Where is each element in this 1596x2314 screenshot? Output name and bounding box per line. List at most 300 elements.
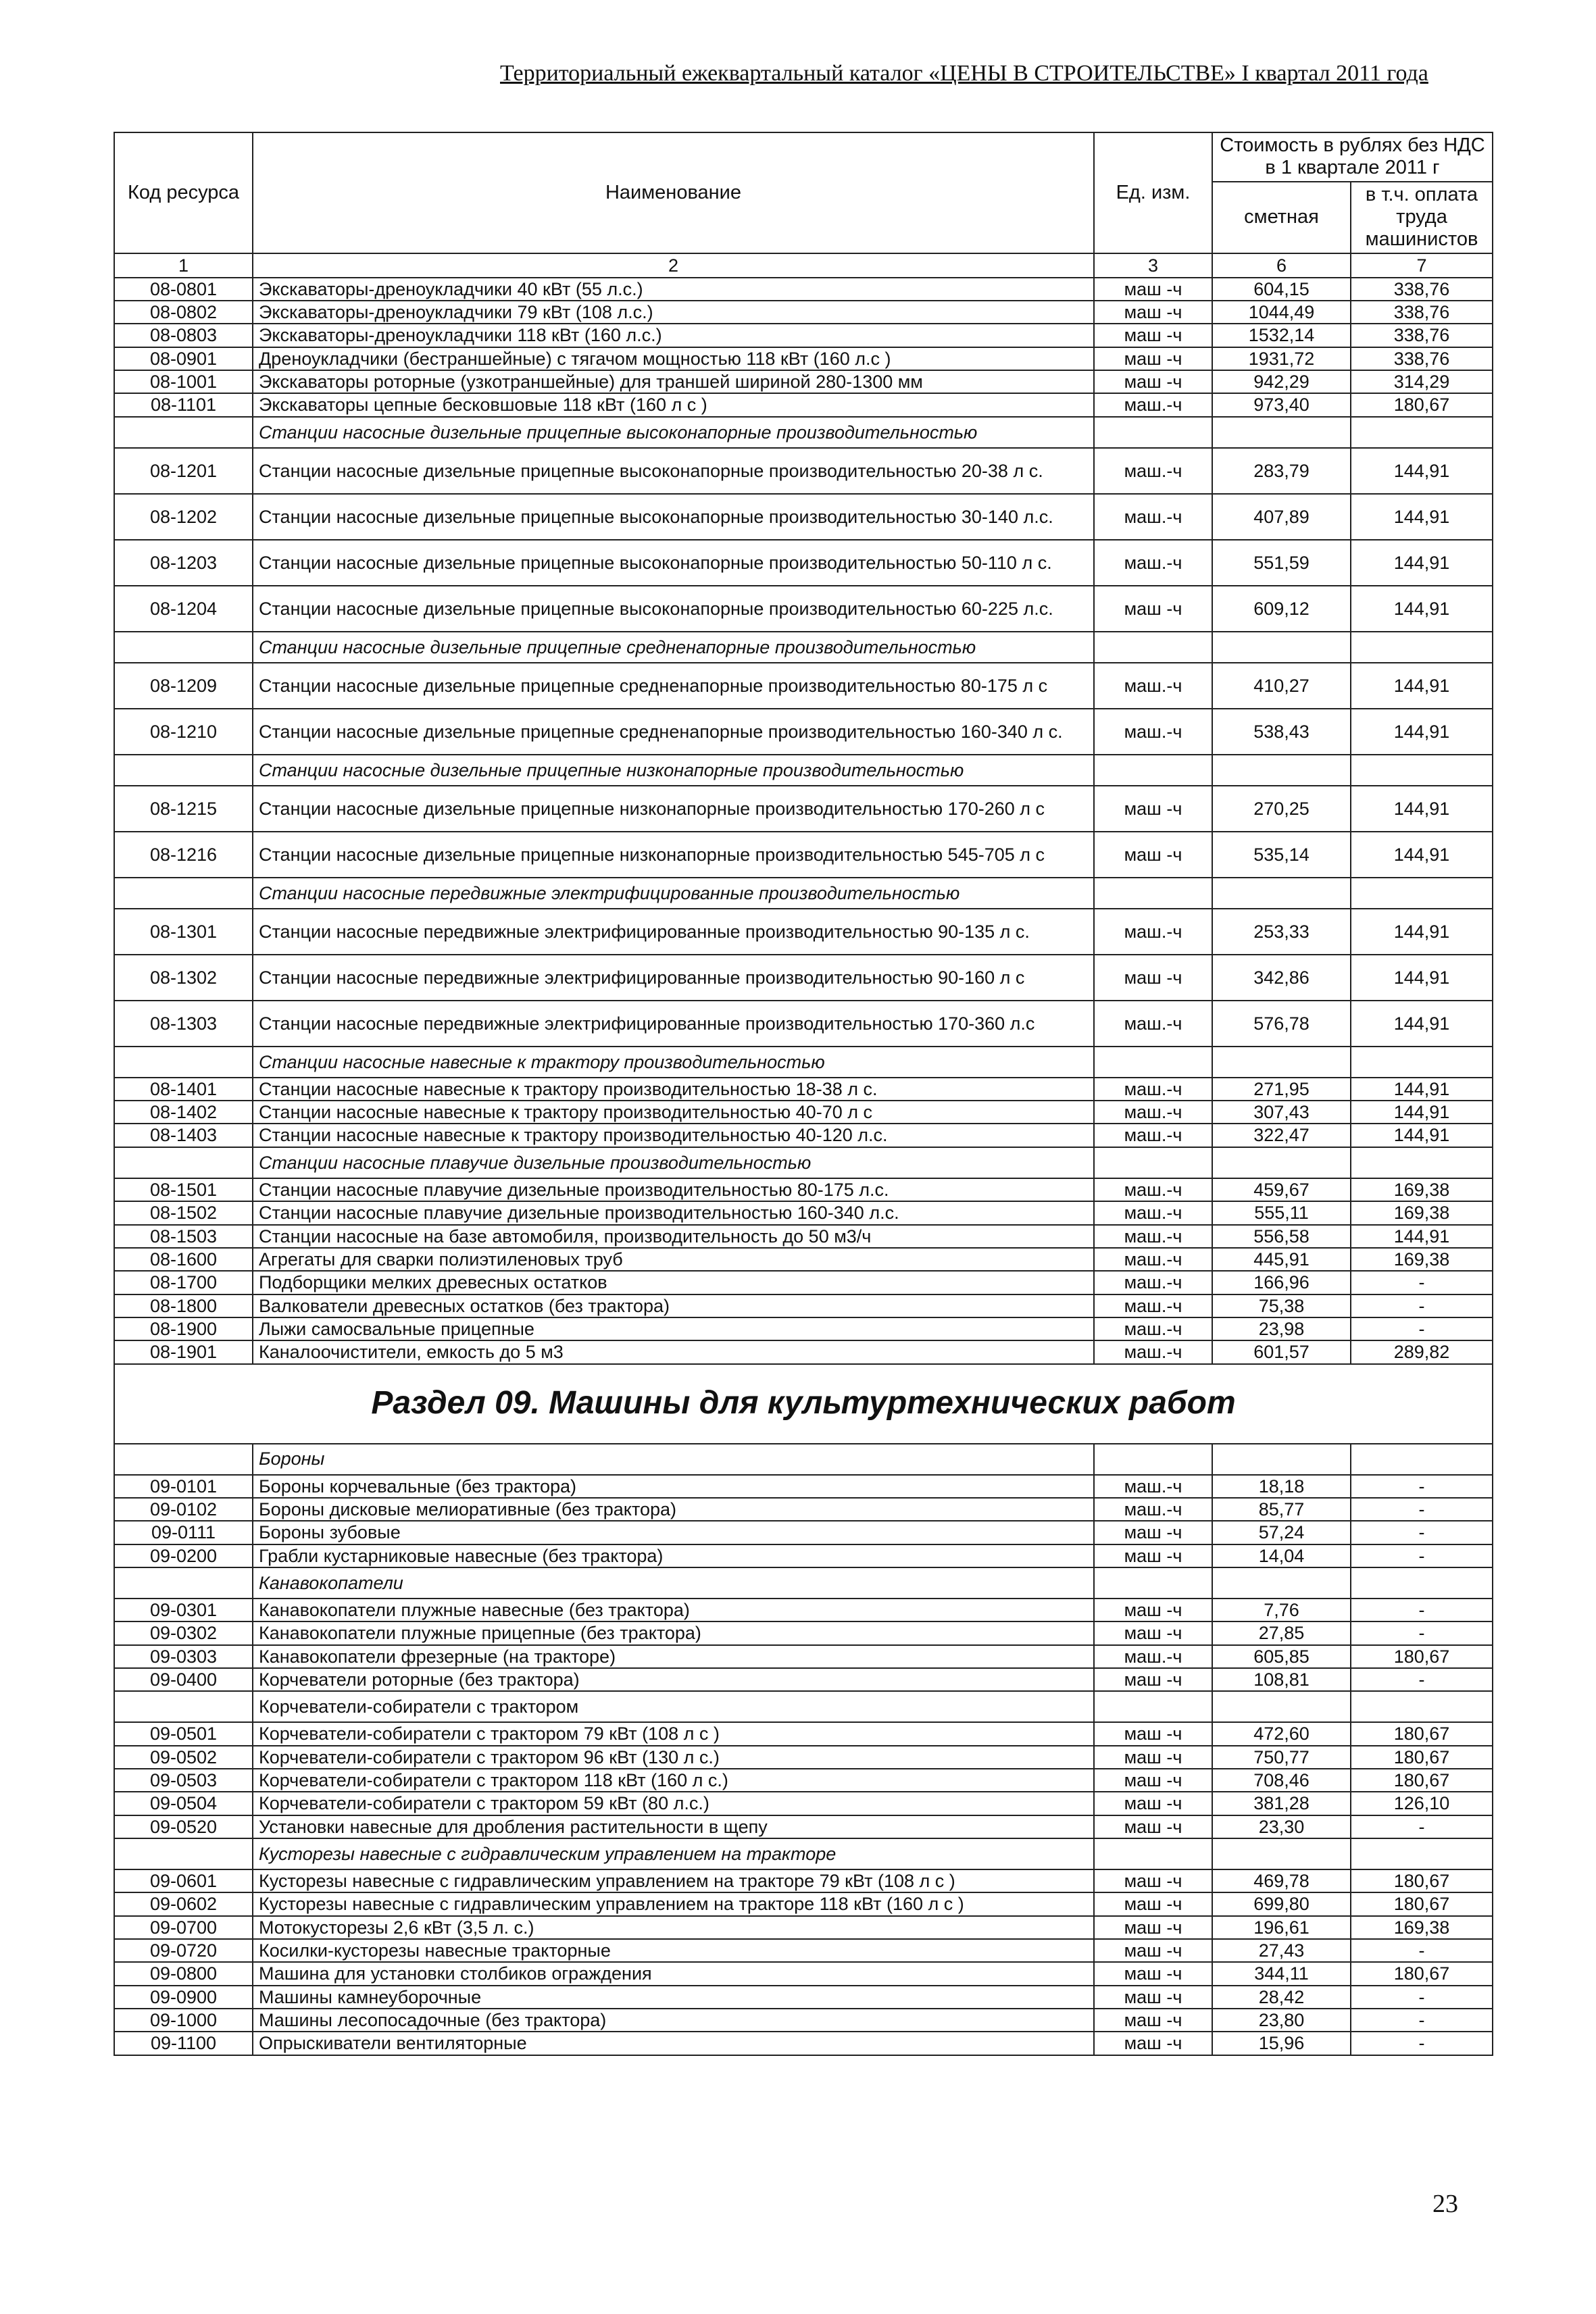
empty-cell [1212,1444,1351,1475]
cell-name: Канавокопатели фрезерные (на тракторе) [253,1645,1094,1668]
cell-code: 09-0800 [114,1962,253,1985]
cell-labor: 144,91 [1351,1225,1493,1248]
empty-cell [1351,1147,1493,1178]
cell-cost: 459,67 [1212,1178,1351,1201]
table-row [114,1621,1493,1644]
cell-name: Экскаваторы роторные (узкотраншейные) для траншей шириной 280-1300 мм [253,370,1094,393]
empty-cell [1094,1444,1212,1475]
cell-cost: 28,42 [1212,1986,1351,2009]
table-row [114,1294,1493,1317]
cell-name: Станции насосные дизельные прицепные высоконапорные производительностью 20-38 л с. [253,448,1094,494]
cell-labor: - [1351,1544,1493,1567]
cell-unit: маш -ч [1094,1962,1212,1985]
cell-unit: маш -ч [1094,278,1212,301]
col-header-cost-group: Стоимость в рублях без НДС в 1 квартале 2011 г [1212,132,1493,182]
cell-cost: 609,12 [1212,586,1351,632]
cell-cost: 551,59 [1212,540,1351,586]
cell-cost: 270,25 [1212,786,1351,832]
table-row [114,1124,1493,1147]
cell-labor: 144,91 [1351,540,1493,586]
cell-code: 09-0501 [114,1722,253,1745]
cell-unit: маш -ч [1094,1521,1212,1544]
cell-cost: 708,46 [1212,1769,1351,1792]
cell-unit: маш -ч [1094,370,1212,393]
cell-cost: 322,47 [1212,1124,1351,1147]
table-row [114,393,1493,416]
subheading-row [114,632,1493,663]
subheading-text: Станции насосные дизельные прицепные средненапорные производительностью [253,632,1094,663]
empty-cell [1094,417,1212,448]
cell-unit: маш -ч [1094,1869,1212,1892]
cell-unit: маш.-ч [1094,663,1212,709]
cell-name: Корчеватели роторные (без трактора) [253,1668,1094,1691]
empty-cell [114,1567,253,1599]
cell-code: 08-1503 [114,1225,253,1248]
cell-name: Лыжи самосвальные прицепные [253,1317,1094,1340]
subheading-row [114,755,1493,786]
cell-code: 09-0111 [114,1521,253,1544]
cell-unit: маш -ч [1094,324,1212,347]
empty-cell [1212,878,1351,909]
cell-name: Канавокопатели плужные прицепные (без трактора) [253,1621,1094,1644]
cell-unit: маш.-ч [1094,393,1212,416]
cell-labor: 180,67 [1351,1746,1493,1769]
cell-code: 08-1303 [114,1001,253,1047]
cell-unit: маш.-ч [1094,1178,1212,1201]
table-row [114,301,1493,324]
cell-labor: - [1351,1317,1493,1340]
cell-code: 09-0900 [114,1986,253,2009]
cell-labor: - [1351,1599,1493,1621]
cell-code: 09-0302 [114,1621,253,1644]
col-header-name: Наименование [253,132,1094,253]
cell-unit: маш -ч [1094,301,1212,324]
cell-labor: 338,76 [1351,301,1493,324]
cell-labor: 169,38 [1351,1248,1493,1271]
empty-cell [1351,632,1493,663]
empty-cell [1351,417,1493,448]
table-row [114,1962,1493,1985]
cell-unit: маш -ч [1094,1815,1212,1838]
cell-unit: маш.-ч [1094,448,1212,494]
cell-labor: 180,67 [1351,1962,1493,1985]
empty-cell [1094,1838,1212,1869]
cell-labor: 180,67 [1351,1769,1493,1792]
empty-cell [1094,878,1212,909]
empty-cell [1094,632,1212,663]
empty-cell [1351,1567,1493,1599]
cell-labor: 180,67 [1351,1645,1493,1668]
cell-name: Валкователи древесных остатков (без трактора) [253,1294,1094,1317]
cell-name: Установки навесные для дробления растительности в щепу [253,1815,1094,1838]
cell-unit: маш -ч [1094,1916,1212,1939]
cell-name: Опрыскиватели вентиляторные [253,2032,1094,2055]
cell-unit: маш.-ч [1094,1645,1212,1668]
cell-code: 08-1301 [114,909,253,955]
empty-cell [1094,1691,1212,1722]
cell-unit: маш.-ч [1094,1124,1212,1147]
cell-code: 09-0400 [114,1668,253,1691]
table-row [114,1645,1493,1668]
table-row [114,1271,1493,1294]
cell-labor: 180,67 [1351,1869,1493,1892]
table-row [114,1225,1493,1248]
cell-name: Машины камнеуборочные [253,1986,1094,2009]
subheading-text: Станции насосные дизельные прицепные низконапорные производительностью [253,755,1094,786]
cell-name: Кусторезы навесные с гидравлическим управлением на тракторе 79 кВт (108 л с ) [253,1869,1094,1892]
cell-code: 09-1100 [114,2032,253,2055]
col-number-name: 2 [253,253,1094,278]
cell-labor: 169,38 [1351,1178,1493,1201]
cell-labor: 338,76 [1351,347,1493,370]
empty-cell [1212,632,1351,663]
empty-cell [1212,755,1351,786]
cell-name: Кусторезы навесные с гидравлическим управлением на тракторе 118 кВт (160 л с ) [253,1892,1094,1915]
subheading-text: Станции насосные передвижные электрифицированные производительностью [253,878,1094,909]
cell-code: 08-1215 [114,786,253,832]
table-row [114,347,1493,370]
table-row [114,324,1493,347]
cell-code: 08-0801 [114,278,253,301]
cell-labor: - [1351,1939,1493,1962]
cell-code: 09-0503 [114,1769,253,1792]
table-row [114,1668,1493,1691]
cell-unit: маш.-ч [1094,1498,1212,1521]
col-number-code: 1 [114,253,253,278]
empty-cell [1212,1147,1351,1178]
cell-labor: 180,67 [1351,393,1493,416]
cell-unit: маш -ч [1094,1939,1212,1962]
cell-name: Экскаваторы-дреноукладчики 40 кВт (55 л.с.) [253,278,1094,301]
empty-cell [1351,1838,1493,1869]
cell-unit: маш.-ч [1094,1271,1212,1294]
empty-cell [114,755,253,786]
cell-code: 08-1302 [114,955,253,1001]
cell-name: Агрегаты для сварки полиэтиленовых труб [253,1248,1094,1271]
cell-cost: 108,81 [1212,1668,1351,1691]
cell-code: 09-1000 [114,2009,253,2032]
cell-labor: - [1351,1986,1493,2009]
table-row [114,1792,1493,1815]
cell-unit: маш.-ч [1094,1001,1212,1047]
cell-name: Дреноукладчики (бестраншейные) с тягачом мощностью 118 кВт (160 л.с ) [253,347,1094,370]
cell-cost: 535,14 [1212,832,1351,878]
cell-cost: 973,40 [1212,393,1351,416]
empty-cell [1351,1691,1493,1722]
cell-name: Корчеватели-собиратели с трактором 79 кВт (108 л с ) [253,1722,1094,1745]
table-row [114,1892,1493,1915]
table-row [114,1722,1493,1745]
cell-name: Станции насосные плавучие дизельные производительностью 80-175 л.с. [253,1178,1094,1201]
cell-name: Станции насосные навесные к трактору производительностью 40-70 л с [253,1101,1094,1124]
cell-code: 08-1501 [114,1178,253,1201]
cell-cost: 57,24 [1212,1521,1351,1544]
cell-code: 09-0504 [114,1792,253,1815]
cell-unit: маш -ч [1094,1746,1212,1769]
cell-unit: маш -ч [1094,786,1212,832]
cell-name: Станции насосные на базе автомобиля, производительность до 50 м3/ч [253,1225,1094,1248]
cell-cost: 15,96 [1212,2032,1351,2055]
subheading-row [114,1147,1493,1178]
cell-code: 08-1401 [114,1078,253,1101]
table-row [114,1746,1493,1769]
cell-cost: 14,04 [1212,1544,1351,1567]
cell-labor: 144,91 [1351,709,1493,755]
cell-labor: 180,67 [1351,1722,1493,1745]
cell-name: Корчеватели-собиратели с трактором 59 кВт (80 л.с.) [253,1792,1094,1815]
cell-labor: 144,91 [1351,1078,1493,1101]
cell-cost: 407,89 [1212,494,1351,540]
empty-cell [1094,1047,1212,1078]
cell-code: 08-1900 [114,1317,253,1340]
cell-name: Бороны зубовые [253,1521,1094,1544]
cell-code: 08-0802 [114,301,253,324]
empty-cell [1094,1147,1212,1178]
table-body [114,278,1493,2055]
empty-cell [1212,1691,1351,1722]
table-row [114,1340,1493,1363]
cell-labor: - [1351,1475,1493,1498]
subheading-row [114,417,1493,448]
cell-unit: маш -ч [1094,1599,1212,1621]
table-row [114,540,1493,586]
cell-unit: маш -ч [1094,1668,1212,1691]
cell-cost: 1931,72 [1212,347,1351,370]
cell-cost: 23,98 [1212,1317,1351,1340]
empty-cell [1351,755,1493,786]
cell-unit: маш -ч [1094,1986,1212,2009]
cell-code: 09-0200 [114,1544,253,1567]
col-header-cost: сметная [1212,182,1351,253]
table-row [114,786,1493,832]
empty-cell [1351,1444,1493,1475]
table-row [114,1769,1493,1792]
cell-cost: 555,11 [1212,1201,1351,1224]
cell-labor: - [1351,1621,1493,1644]
cell-unit: маш.-ч [1094,909,1212,955]
cell-code: 08-1700 [114,1271,253,1294]
cell-cost: 342,86 [1212,955,1351,1001]
cell-labor: 144,91 [1351,448,1493,494]
empty-cell [114,1147,253,1178]
table-row [114,909,1493,955]
table-row [114,1201,1493,1224]
col-number-labor: 7 [1351,253,1493,278]
subheading-text: Канавокопатели [253,1567,1094,1599]
cell-labor: 169,38 [1351,1201,1493,1224]
cell-code: 09-0602 [114,1892,253,1915]
cell-labor: 338,76 [1351,278,1493,301]
cell-name: Мотокусторезы 2,6 кВт (3,5 л. с.) [253,1916,1094,1939]
cell-code: 09-0720 [114,1939,253,1962]
cell-unit: маш.-ч [1094,1317,1212,1340]
col-number-cost: 6 [1212,253,1351,278]
cell-labor: 144,91 [1351,494,1493,540]
cell-code: 08-1800 [114,1294,253,1317]
cell-name: Бороны дисковые мелиоративные (без трактора) [253,1498,1094,1521]
cell-labor: 144,91 [1351,1124,1493,1147]
subheading-row [114,1838,1493,1869]
cell-unit: маш.-ч [1094,1225,1212,1248]
price-table [114,132,1493,2056]
table-row [114,832,1493,878]
cell-cost: 85,77 [1212,1498,1351,1521]
col-number-unit: 3 [1094,253,1212,278]
table-row [114,955,1493,1001]
empty-cell [1351,878,1493,909]
page-number: 23 [1432,2190,1458,2218]
table-row [114,1986,1493,2009]
cell-labor: - [1351,2009,1493,2032]
empty-cell [1094,1567,1212,1599]
cell-cost: 942,29 [1212,370,1351,393]
subheading-row [114,1047,1493,1078]
cell-labor: 126,10 [1351,1792,1493,1815]
cell-cost: 23,80 [1212,2009,1351,2032]
table-row [114,1939,1493,1962]
table-row [114,2032,1493,2055]
cell-labor: 144,91 [1351,586,1493,632]
table-row [114,278,1493,301]
cell-code: 08-1502 [114,1201,253,1224]
cell-cost: 7,76 [1212,1599,1351,1621]
cell-name: Станции насосные дизельные прицепные средненапорные производительностью 80-175 л с [253,663,1094,709]
cell-labor: - [1351,1521,1493,1544]
cell-labor: 144,91 [1351,786,1493,832]
cell-code: 08-1204 [114,586,253,632]
cell-name: Каналоочистители, емкость до 5 м3 [253,1340,1094,1363]
cell-cost: 604,15 [1212,278,1351,301]
table-row [114,1317,1493,1340]
cell-cost: 381,28 [1212,1792,1351,1815]
cell-code: 09-0101 [114,1475,253,1498]
cell-name: Станции насосные дизельные прицепные высоконапорные производительностью 60-225 л.с. [253,586,1094,632]
cell-unit: маш -ч [1094,1544,1212,1567]
cell-unit: маш.-ч [1094,1340,1212,1363]
cell-name: Станции насосные дизельные прицепные высоконапорные производительностью 50-110 л с. [253,540,1094,586]
table-row [114,1475,1493,1498]
cell-cost: 271,95 [1212,1078,1351,1101]
cell-code: 08-0803 [114,324,253,347]
cell-name: Грабли кустарниковые навесные (без трактора) [253,1544,1094,1567]
table-row [114,494,1493,540]
cell-name: Станции насосные дизельные прицепные высоконапорные производительностью 30-140 л.с. [253,494,1094,540]
cell-code: 08-1101 [114,393,253,416]
cell-labor: 144,91 [1351,1001,1493,1047]
cell-unit: маш.-ч [1094,1294,1212,1317]
empty-cell [1094,755,1212,786]
cell-name: Станции насосные передвижные электрифицированные производительностью 90-135 л с. [253,909,1094,955]
cell-cost: 472,60 [1212,1722,1351,1745]
cell-name: Машина для установки столбиков ограждения [253,1962,1094,1985]
empty-cell [114,417,253,448]
cell-unit: маш.-ч [1094,1101,1212,1124]
subheading-text: Кусторезы навесные с гидравлическим управлением на тракторе [253,1838,1094,1869]
cell-code: 08-1201 [114,448,253,494]
table-row [114,586,1493,632]
cell-name: Косилки-кусторезы навесные тракторные [253,1939,1094,1962]
cell-unit: маш -ч [1094,1892,1212,1915]
cell-unit: маш.-ч [1094,1475,1212,1498]
subheading-text: Станции насосные дизельные прицепные высоконапорные производительностью [253,417,1094,448]
cell-code: 08-1402 [114,1101,253,1124]
cell-labor: - [1351,1815,1493,1838]
cell-name: Станции насосные плавучие дизельные производительностью 160-340 л.с. [253,1201,1094,1224]
empty-cell [114,1691,253,1722]
cell-labor: 180,67 [1351,1892,1493,1915]
cell-unit: маш -ч [1094,347,1212,370]
subheading-row [114,1567,1493,1599]
cell-code: 09-0303 [114,1645,253,1668]
col-header-code: Код ресурса [114,132,253,253]
cell-cost: 410,27 [1212,663,1351,709]
table-row [114,370,1493,393]
cell-cost: 605,85 [1212,1645,1351,1668]
cell-name: Станции насосные навесные к трактору производительностью 40-120 л.с. [253,1124,1094,1147]
cell-cost: 469,78 [1212,1869,1351,1892]
cell-code: 08-1001 [114,370,253,393]
cell-labor: 289,82 [1351,1340,1493,1363]
table-row [114,1078,1493,1101]
cell-unit: маш.-ч [1094,1078,1212,1101]
cell-cost: 18,18 [1212,1475,1351,1498]
cell-name: Станции насосные дизельные прицепные низконапорные производительностью 545-705 л с [253,832,1094,878]
table-row [114,1248,1493,1271]
cell-code: 08-1202 [114,494,253,540]
catalog-header: Территориальный ежеквартальный каталог «ЦЕНЫ В СТРОИТЕЛЬСТВЕ» I квартал 2011 года [500,61,1428,86]
cell-cost: 750,77 [1212,1746,1351,1769]
cell-unit: маш -ч [1094,1722,1212,1745]
empty-cell [1351,1047,1493,1078]
cell-unit: маш -ч [1094,586,1212,632]
table-row [114,1869,1493,1892]
cell-code: 08-0901 [114,347,253,370]
cell-unit: маш.-ч [1094,1248,1212,1271]
cell-name: Корчеватели-собиратели с трактором 96 кВт (130 л с.) [253,1746,1094,1769]
cell-name: Станции насосные дизельные прицепные низконапорные производительностью 170-260 л с [253,786,1094,832]
cell-unit: маш -ч [1094,1792,1212,1815]
cell-name: Станции насосные навесные к трактору производительностью 18-38 л с. [253,1078,1094,1101]
cell-unit: маш -ч [1094,1769,1212,1792]
cell-name: Бороны корчевальные (без трактора) [253,1475,1094,1498]
cell-unit: маш.-ч [1094,540,1212,586]
cell-labor: 144,91 [1351,955,1493,1001]
table-row [114,709,1493,755]
table-row [114,1544,1493,1567]
cell-name: Экскаваторы-дреноукладчики 79 кВт (108 л.с.) [253,301,1094,324]
cell-code: 08-1210 [114,709,253,755]
empty-cell [1212,1047,1351,1078]
cell-labor: 169,38 [1351,1916,1493,1939]
cell-cost: 27,85 [1212,1621,1351,1644]
cell-labor: - [1351,2032,1493,2055]
cell-unit: маш -ч [1094,2032,1212,2055]
subheading-text: Станции насосные плавучие дизельные производительностью [253,1147,1094,1178]
cell-code: 09-0102 [114,1498,253,1521]
col-header-labor: в т.ч. оплата труда машинистов [1351,182,1493,253]
table-row [114,1178,1493,1201]
cell-cost: 75,38 [1212,1294,1351,1317]
cell-name: Подборщики мелких древесных остатков [253,1271,1094,1294]
cell-unit: маш.-ч [1094,709,1212,755]
cell-cost: 307,43 [1212,1101,1351,1124]
cell-code: 08-1203 [114,540,253,586]
cell-name: Станции насосные дизельные прицепные средненапорные производительностью 160-340 л с. [253,709,1094,755]
cell-cost: 538,43 [1212,709,1351,755]
subheading-text: Бороны [253,1444,1094,1475]
table-row [114,2009,1493,2032]
cell-name: Станции насосные передвижные электрифицированные производительностью 170-360 л.с [253,1001,1094,1047]
